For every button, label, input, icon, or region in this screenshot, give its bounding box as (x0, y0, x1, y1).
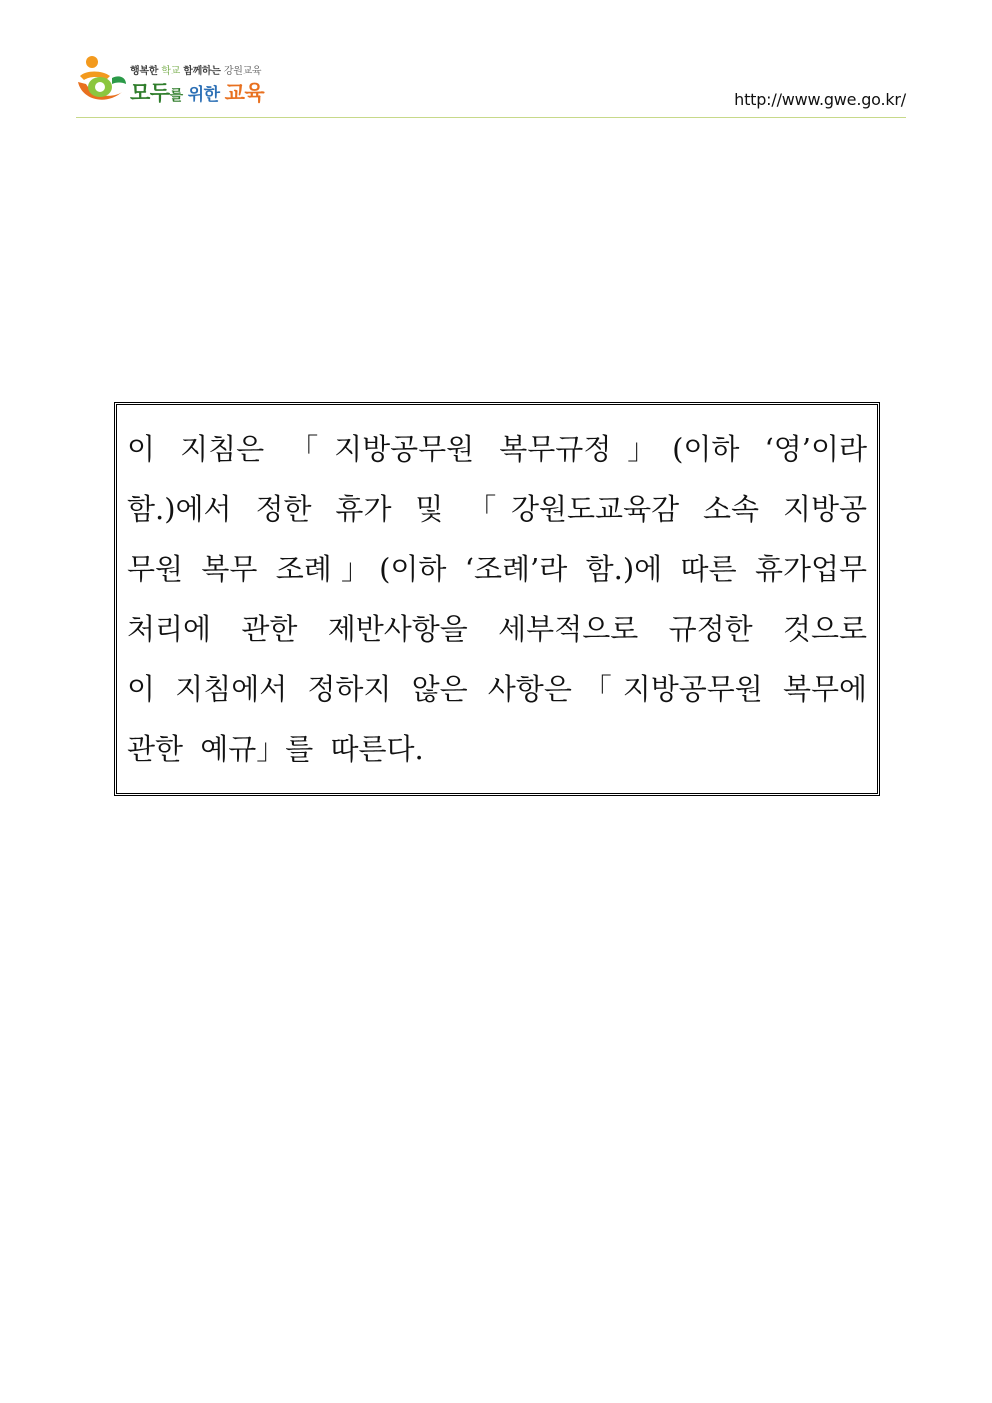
header-divider (76, 117, 906, 118)
page-header (76, 52, 906, 116)
notice-line: 처리에 관한 제반사항을 세부적으로 규정한 것으로 (127, 612, 867, 646)
website-url[interactable]: http://www.gwe.go.kr/ (734, 90, 906, 109)
logo-title-word-4: 교육 (224, 81, 265, 105)
notice-line: 함.)에서 정한 휴가 및 「강원도교육감 소속 지방공 (127, 492, 867, 526)
logo-title-word-2: 를 (169, 88, 183, 104)
logo-tagline (130, 62, 261, 77)
notice-line: 이 지침에서 정하지 않은 사항은「지방공무원 복무에 (127, 672, 867, 706)
tagline-word-2: 학교 (161, 66, 181, 77)
gangwon-education-logo[interactable] (76, 52, 296, 112)
logo-title-word-3: 위한 (187, 85, 220, 105)
tagline-word-1: 행복한 (130, 66, 159, 77)
tagline-word-4: 강원교육 (223, 66, 262, 77)
notice-box (114, 402, 880, 796)
notice-text (127, 419, 867, 779)
notice-line: 관한 예규」를 따른다. (127, 732, 424, 766)
logo-title-word-1: 모두 (130, 81, 170, 105)
logo-figure-icon (76, 54, 130, 108)
notice-line: 이 지침은 「지방공무원 복무규정」(이하 ‘영’이라 (127, 432, 867, 466)
notice-line: 무원 복무 조례」(이하 ‘조례’라 함.)에 따른 휴가업무 (127, 552, 867, 586)
logo-title (130, 77, 264, 107)
tagline-word-3: 함께하는 (183, 66, 221, 77)
